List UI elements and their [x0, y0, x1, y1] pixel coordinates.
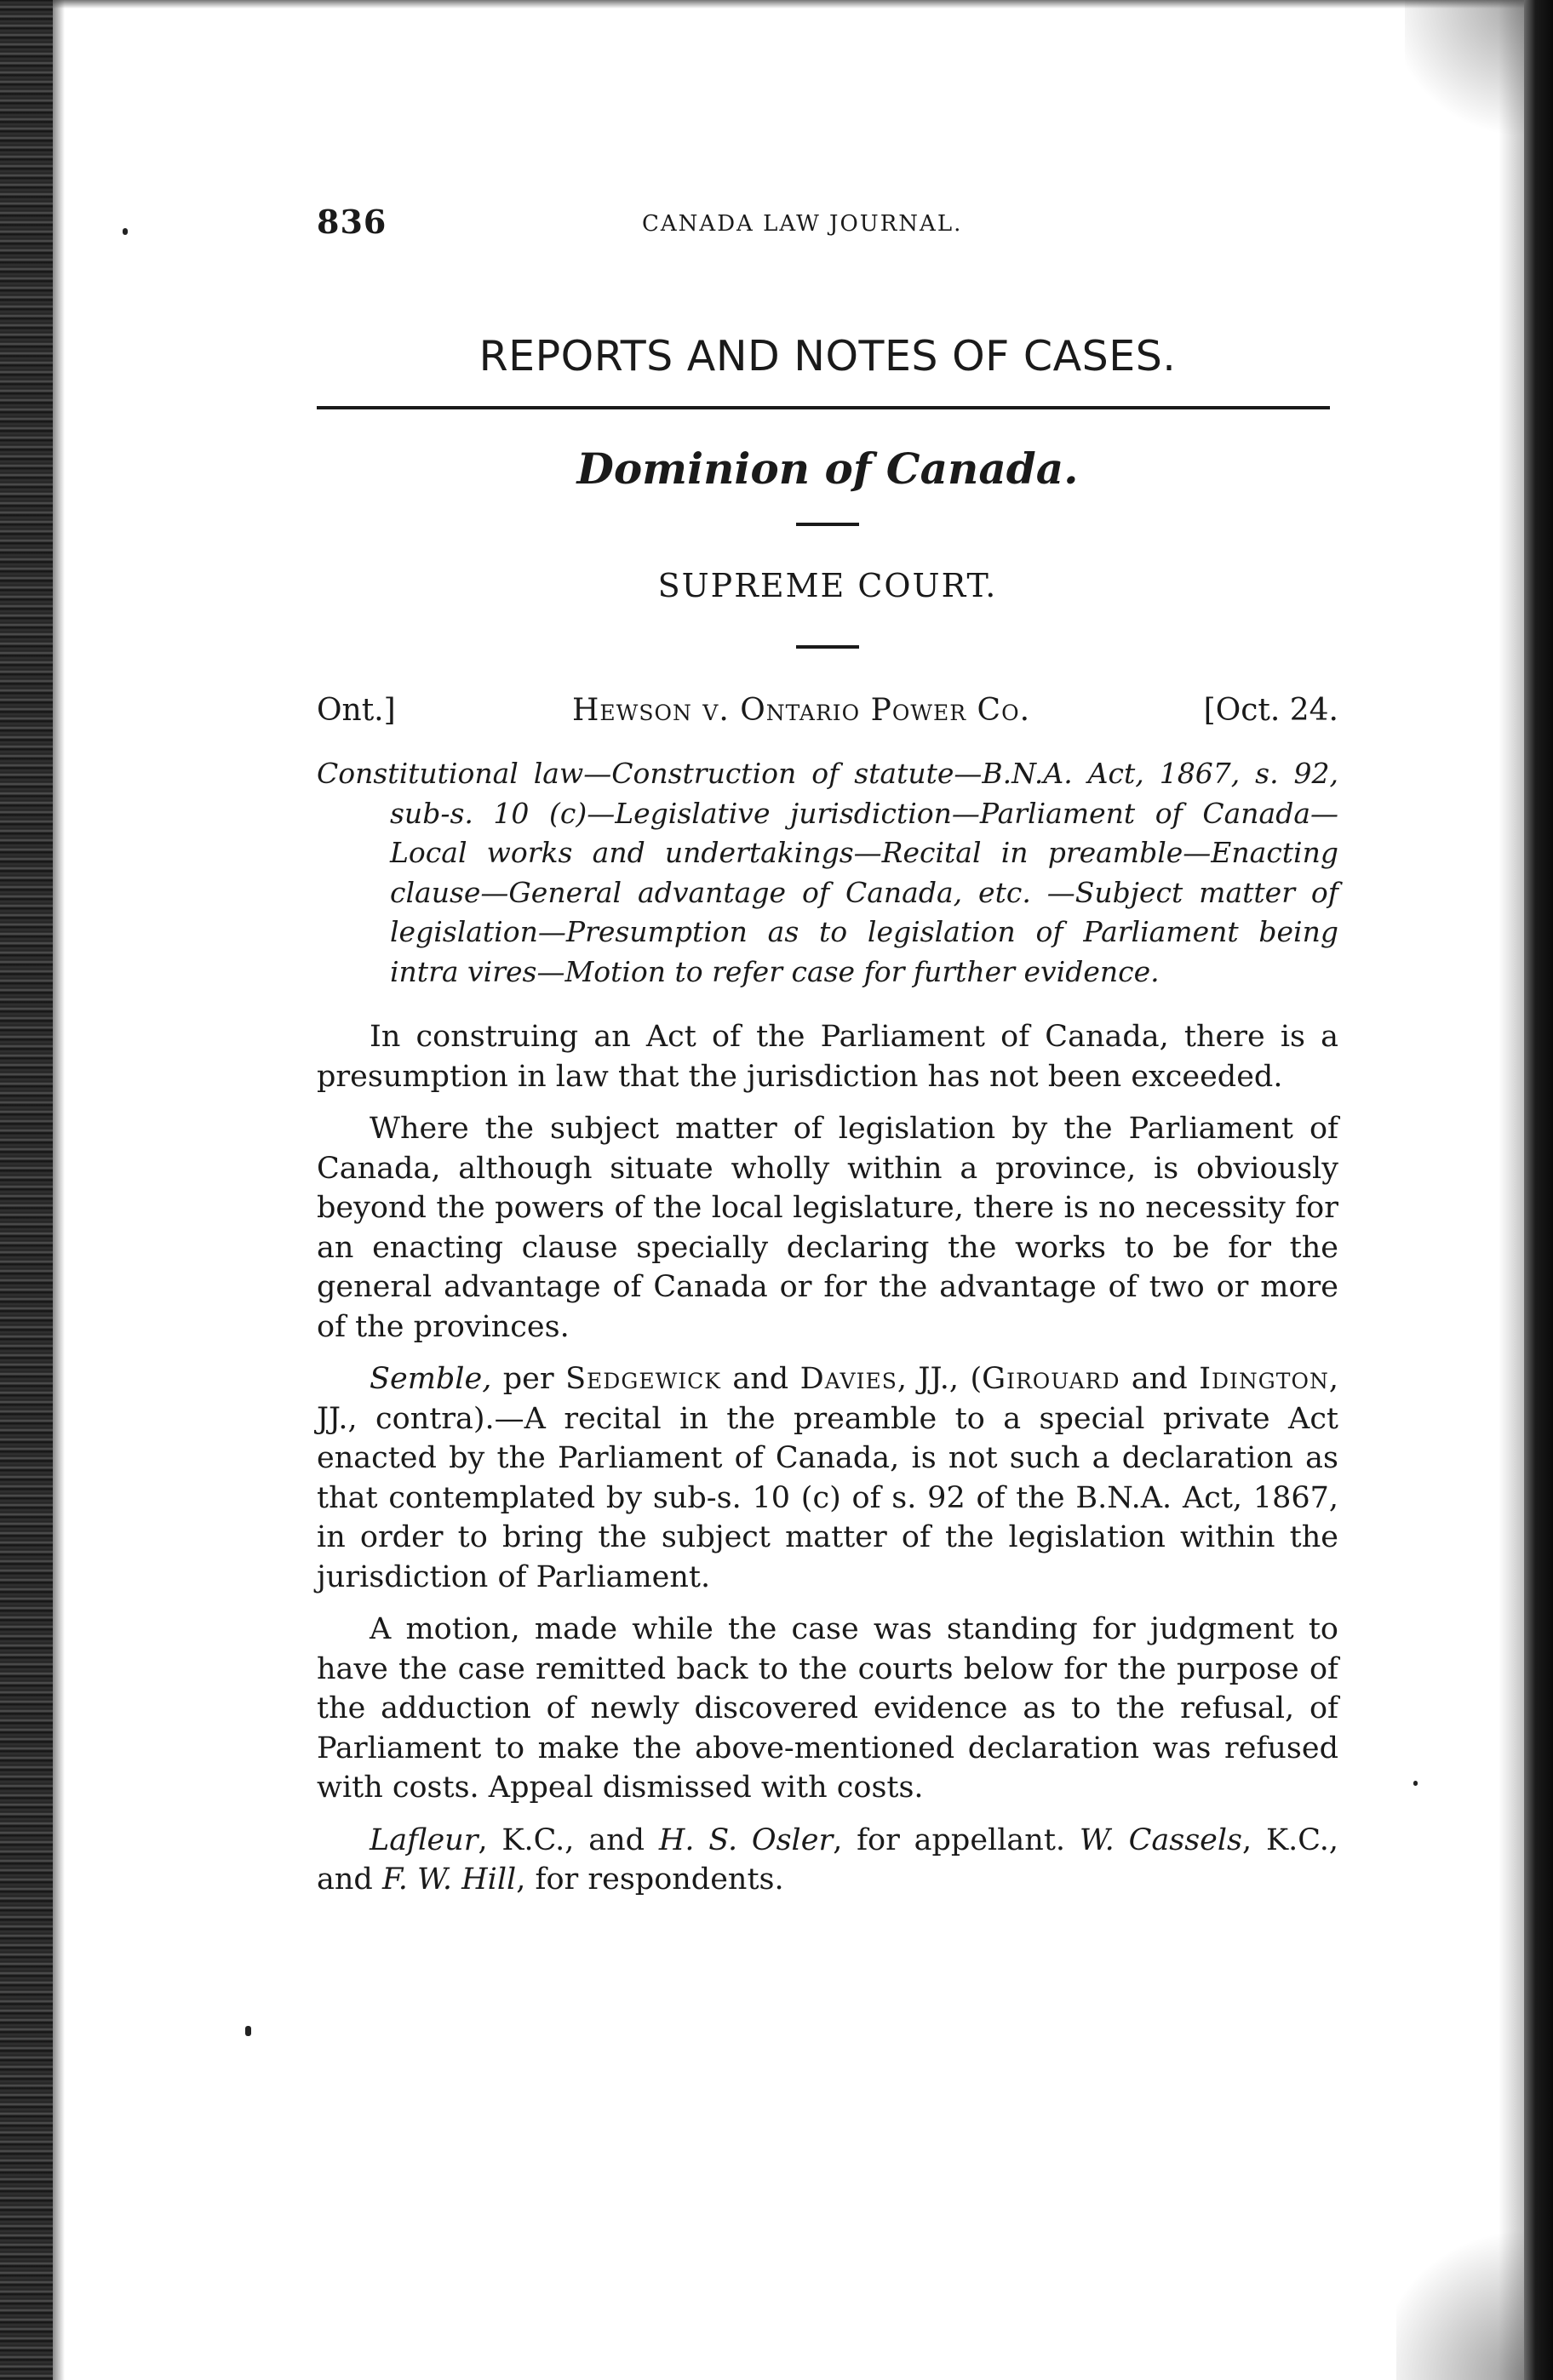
text-run: and [1120, 1362, 1200, 1396]
counsel-name: F. W. Hill [381, 1862, 517, 1897]
case-caption [317, 693, 1338, 735]
court-heading: SUPREME COURT. [657, 567, 998, 604]
running-head [317, 203, 1338, 254]
case-date: [Oct. 24. [1203, 693, 1338, 728]
judge-name: Sedgewick [565, 1362, 721, 1396]
text-run: , for respondents. [516, 1862, 784, 1897]
headnote: Constitutional law—Construction of statute—B.N.A. Act, 1867, s. 92, sub-s. 10 (c)—Legislative jurisdiction—Parliament of Canada—Local works and undertakings—Recital in preamble—Enacting clause—General advantage of Canada, etc. —Subject matter of legislation—Presumption as to legislation of Parliament being intra vires—Motion to refer case for further evidence. [317, 757, 1338, 988]
counsel-name: Lafleur [370, 1822, 479, 1857]
judge-name: Idington [1199, 1362, 1329, 1396]
paragraph-motion: A motion, made while the case was standing for judgment to have the case remitted back to the courts below for the purpose of the adduction of newly discovered evidence as to the refusal, of Parliament to make the above-mentioned declaration was refused with costs. Appeal dismissed with costs. [317, 1612, 1338, 1805]
scan-speck [245, 2026, 251, 2036]
journal-title: CANADA LAW JOURNAL. [642, 211, 963, 237]
counsel-name: H. S. Osler [658, 1822, 834, 1857]
scan-edge-right [1524, 0, 1553, 2380]
judge-name: Davies [799, 1362, 897, 1396]
scan-edge-left [0, 0, 53, 2380]
scan-speck [123, 228, 128, 235]
section-heading: REPORTS AND NOTES OF CASES. [479, 332, 1177, 380]
case-title: Hewson v. Ontario Power Co. [572, 693, 1031, 728]
short-divider [796, 523, 859, 526]
heading-divider [317, 406, 1330, 409]
paragraph-presumption: In construing an Act of the Parliament of Canada, there is a presumption in law that the jurisdiction has not been exceeded. [317, 1020, 1338, 1094]
dominion-heading: Dominion of Canada. [576, 443, 1079, 494]
short-divider [796, 645, 859, 649]
semble-word: Semble, [370, 1362, 492, 1396]
scan-speck [1413, 1781, 1418, 1786]
paragraph-subject-matter: Where the subject matter of legislation by the Parliament of Canada, although situate wholly within a province, is obviously beyond the powers of the local legislature, there is no necessity for an enacting clause specially declaring the works to be for the general advantage of Canada or for the advantage of two or more of the provinces. [317, 1112, 1338, 1344]
case-province: Ont.] [317, 693, 396, 728]
page-body [317, 203, 1338, 1900]
judge-name: Girouard [982, 1362, 1120, 1396]
text-run: , for appellant. [833, 1822, 1080, 1857]
text-run: , JJ., ( [897, 1362, 983, 1396]
text-run: , K.C., and [478, 1822, 659, 1857]
text-run: and [720, 1362, 800, 1396]
text-run: , K.C., and [317, 1822, 1339, 1897]
counsel-name: W. Cassels [1079, 1822, 1243, 1857]
paragraph-semble [317, 1359, 1338, 1597]
scan-edge-top [53, 0, 1524, 9]
text-run: per [491, 1362, 566, 1396]
text-run: , JJ., contra).—A recital in the preamble to a special private Act enacted by the Parliament of Canada, is not such a declaration as that contemplated by sub-s. 10 (c) of s. 92 of the B.N.A. Act, 1867, in order to bring the subject matter of the legislation within the jurisdiction of Parliament. [317, 1362, 1338, 1594]
page-number: 836 [317, 203, 387, 241]
paragraph-counsel [317, 1821, 1338, 1900]
